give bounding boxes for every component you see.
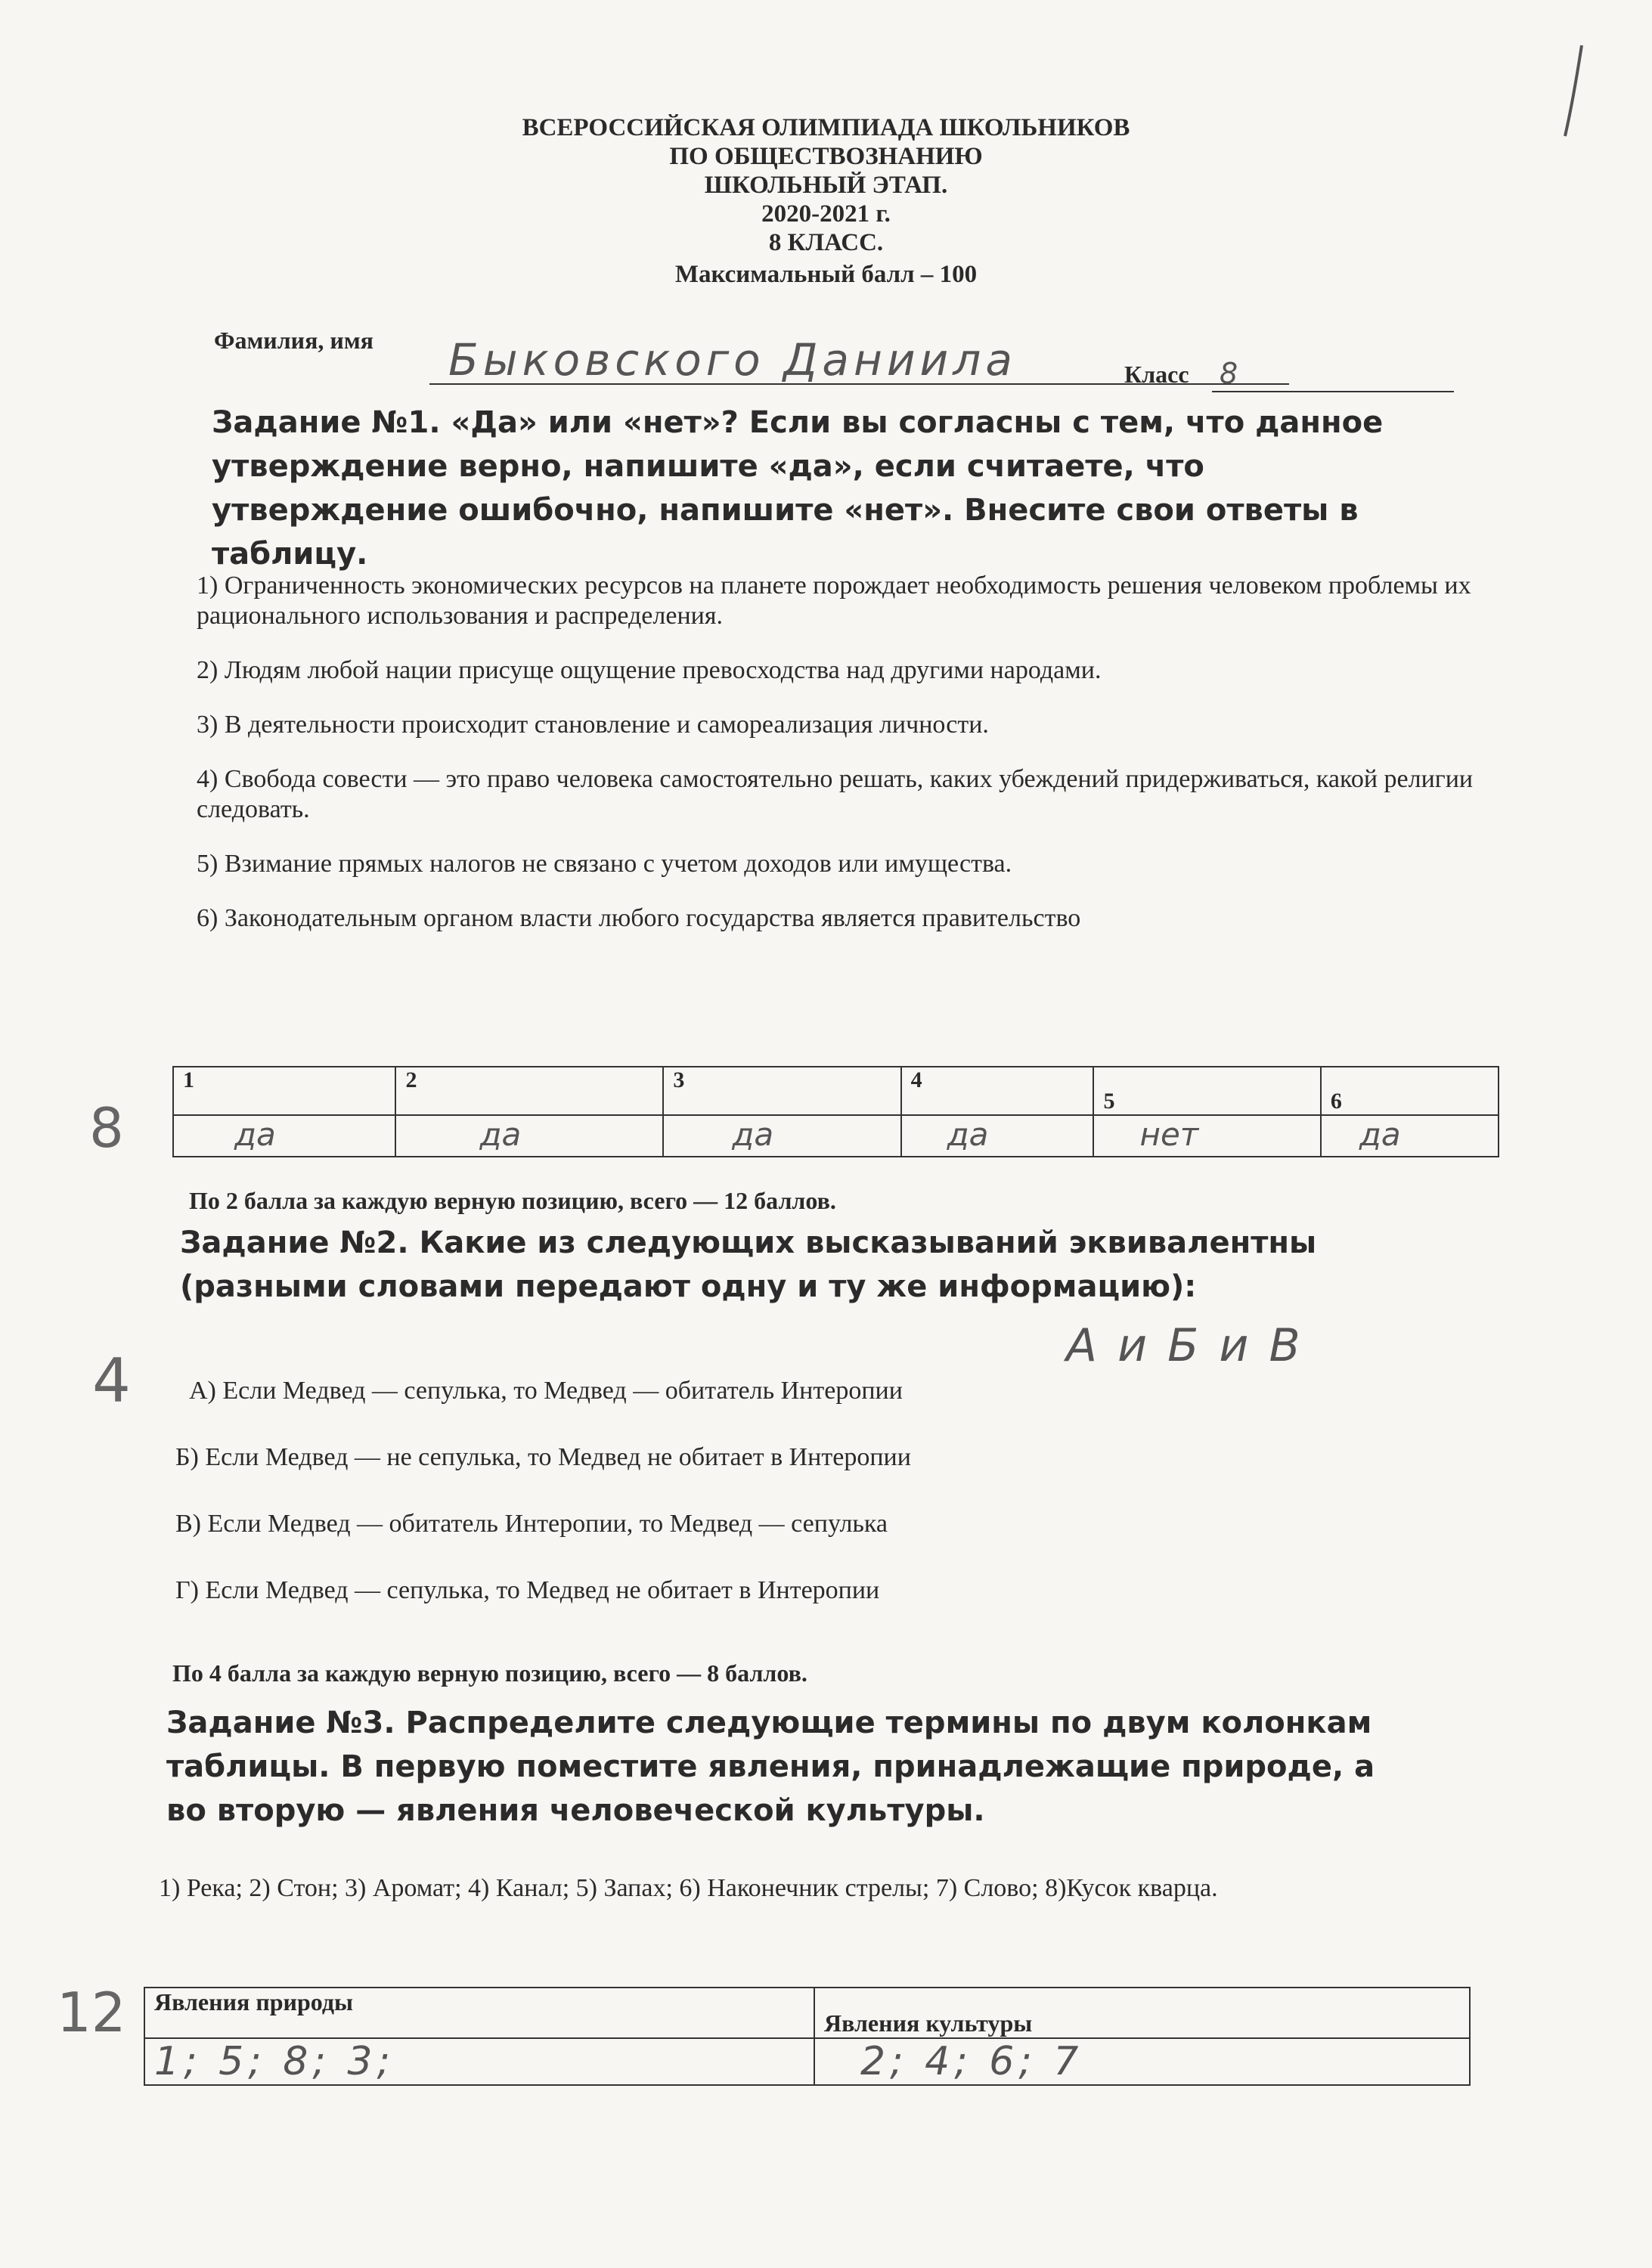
task3-terms: 1) Река; 2) Стон; 3) Аромат; 4) Канал; 5) Запах; 6) Наконечник стрелы; 7) Слово; 8)Кусок кварца. xyxy=(159,1874,1218,1902)
answer-cell: да xyxy=(901,1115,1094,1157)
header-line: ВСЕРОССИЙСКАЯ ОЛИМПИАДА ШКОЛЬНИКОВ xyxy=(522,114,1130,141)
statement: 5) Взимание прямых налогов не связано с учетом доходов или имущества. xyxy=(197,850,1012,878)
task2-title: Задание №2. Какие из следующих высказываний эквивалентны (разными словами передают одну и ту же информацию): xyxy=(180,1225,1317,1304)
task1-answer-table xyxy=(172,1066,1499,1157)
class-value: 8 xyxy=(1220,357,1238,390)
option: Б) Если Медвед — не сепулька, то Медвед не обитает в Интеропии xyxy=(175,1443,911,1471)
task3-answer-table xyxy=(144,1987,1471,2086)
class-label: Класс xyxy=(1124,361,1189,388)
table-header-cell: 2 xyxy=(395,1067,663,1115)
table-header-cell: 5 xyxy=(1093,1067,1320,1115)
header-line: 2020-2021 г. xyxy=(761,200,891,228)
answer-cell: да xyxy=(663,1115,900,1157)
col1-answer: 1; 5; 8; 3; xyxy=(144,2038,814,2085)
header-line: 8 КЛАСС. xyxy=(768,229,884,256)
answer-cell: да xyxy=(1321,1115,1499,1157)
table-header-cell: 4 xyxy=(901,1067,1094,1115)
header-line: ШКОЛЬНЫЙ ЭТАП. xyxy=(704,172,948,199)
name-label: Фамилия, имя xyxy=(214,327,373,354)
statement: 3) В деятельности происходит становление и самореализация личности. xyxy=(197,711,989,739)
task1-title: Задание №1. «Да» или «нет»? Если вы согласны с тем, что данное утверждение верно, напишите «да», если считаете, что утверждение ошибочно, напишите «нет». Внесите свои ответы в таблицу. xyxy=(212,405,1384,572)
task1-mark: 8 xyxy=(89,1096,124,1160)
max-score: Максимальный балл – 100 xyxy=(674,261,978,288)
task2-mark: 4 xyxy=(92,1346,131,1416)
answer-cell: да xyxy=(395,1115,663,1157)
option: А) Если Медвед — сепулька, то Медвед — обитатель Интеропии xyxy=(189,1377,903,1405)
option: В) Если Медвед — обитатель Интеропии, то Медвед — сепулька xyxy=(175,1510,888,1538)
header-line: ПО ОБЩЕСТВОЗНАНИЮ xyxy=(669,143,983,170)
task2-scoring: По 4 балла за каждую верную позицию, всего — 8 баллов. xyxy=(172,1659,807,1687)
statement: 1) Ограниченность экономических ресурсов на планете порождает необходимость решения человеком проблемы их рационального использования и распределения. xyxy=(197,572,1471,630)
table-header-cell: 6 xyxy=(1321,1067,1499,1115)
option: Г) Если Медвед — сепулька, то Медвед не обитает в Интеропии xyxy=(175,1576,880,1604)
statement: 4) Свобода совести — это право человека самостоятельно решать, каких убеждений придерживаться, какой религии следовать. xyxy=(197,765,1474,823)
task3-title: Задание №3. Распределите следующие термины по двум колонкам таблицы. В первую поместите явления, принадлежащие природе, а во вторую — явления человеческой культуры. xyxy=(166,1706,1375,1828)
task2-handwritten-answer: А и Б и В xyxy=(1066,1319,1303,1372)
pen-stroke-icon xyxy=(1542,42,1588,140)
answer-cell: да xyxy=(173,1115,395,1157)
task1-statements xyxy=(197,571,1497,934)
task2-options xyxy=(175,1376,1461,1606)
answer-cell: нет xyxy=(1093,1115,1320,1157)
table-header-cell: 1 xyxy=(173,1067,395,1115)
col1-header: Явления природы xyxy=(144,1988,814,2038)
col2-header: Явления культуры xyxy=(814,1988,1470,2038)
table-header-cell: 3 xyxy=(663,1067,900,1115)
name-value: Быковского Даниила xyxy=(448,334,1017,386)
class-underline xyxy=(1212,391,1454,392)
document-header xyxy=(0,113,1652,289)
task3-mark: 12 xyxy=(57,1981,126,2044)
statement: 6) Законодательным органом власти любого государства является правительство xyxy=(197,904,1081,932)
statement: 2) Людям любой нации присуще ощущение превосходства над другими народами. xyxy=(197,656,1102,684)
task1-scoring: По 2 балла за каждую верную позицию, всего — 12 баллов. xyxy=(189,1187,836,1214)
student-name-row xyxy=(214,327,1454,390)
col2-answer: 2; 4; 6; 7 xyxy=(814,2038,1470,2085)
